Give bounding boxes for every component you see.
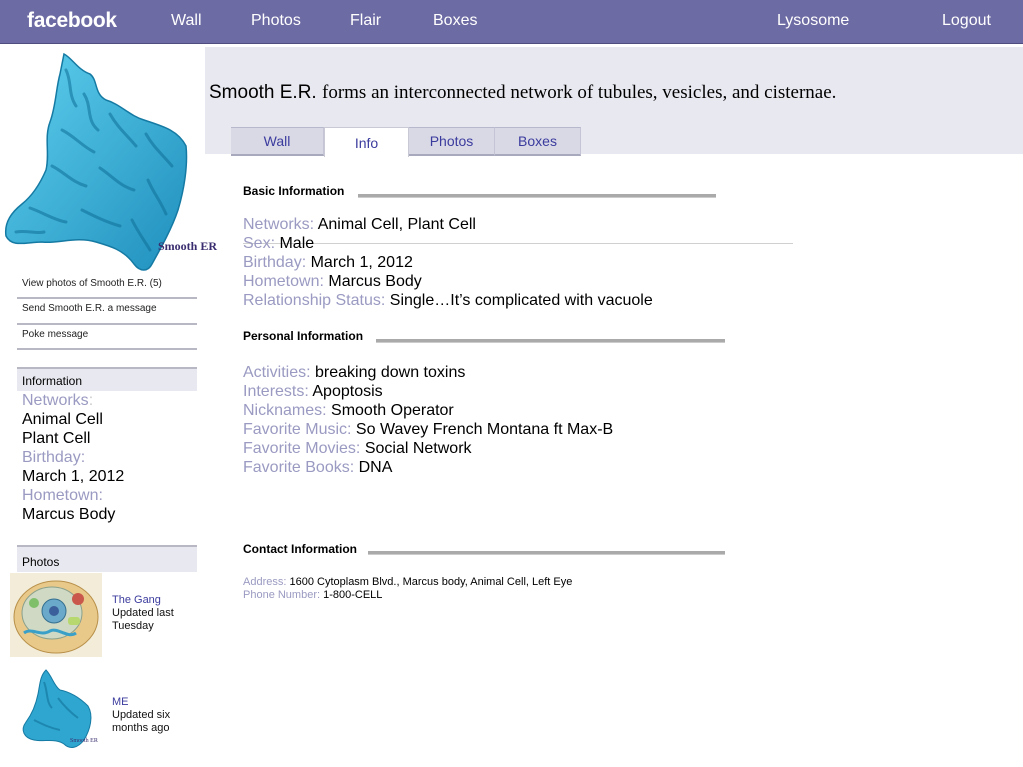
field-favorite-movies: Favorite Movies: Social Network — [243, 440, 472, 457]
album-title-me[interactable]: ME — [112, 696, 129, 708]
divider — [17, 348, 197, 350]
field-birthday: Birthday: March 1, 2012 — [243, 254, 413, 271]
divider — [17, 297, 197, 299]
album-title-the-gang[interactable]: The Gang — [112, 594, 161, 606]
tab-info[interactable]: Info — [324, 127, 409, 157]
nav-boxes[interactable]: Boxes — [433, 12, 478, 29]
personal-info-heading: Personal Information — [243, 329, 364, 343]
field-interests: Interests: Apoptosis — [243, 383, 383, 400]
top-navigation-bar — [0, 0, 1023, 44]
field-phone-number: Phone Number: 1-800-CELL — [243, 589, 383, 601]
album-thumbnail-the-gang[interactable] — [10, 573, 102, 657]
side-hometown-value: Marcus Body — [22, 506, 116, 523]
profile-title — [209, 82, 836, 104]
nav-flair[interactable]: Flair — [350, 12, 382, 29]
divider — [243, 243, 793, 244]
view-photos-link[interactable]: View photos of Smooth E.R. (5) — [22, 278, 162, 289]
profile-picture[interactable] — [2, 50, 218, 275]
picture-caption: Smooth ER — [158, 239, 218, 253]
divider — [17, 323, 197, 325]
side-networks-label: Networks: — [22, 392, 94, 409]
field-favorite-music: Favorite Music: So Wavey French Montana ft Max-B — [243, 421, 614, 438]
field-hometown: Hometown: Marcus Body — [243, 273, 422, 290]
tab-wall[interactable]: Wall — [231, 127, 324, 156]
section-divider — [358, 194, 716, 198]
field-relationship-status: Relationship Status: Single…It’s complicated with vacuole — [243, 292, 653, 309]
field-activities: Activities: breaking down toxins — [243, 364, 466, 381]
side-network-animal-cell[interactable]: Animal Cell — [22, 411, 103, 428]
side-birthday-value: March 1, 2012 — [22, 468, 125, 485]
side-birthday-label: Birthday: — [22, 449, 86, 466]
field-sex: Sex: Male — [243, 235, 315, 252]
thumbnail-caption: Smooth ER — [70, 738, 98, 744]
profile-status: forms an interconnected network of tubules, vesicles, and cisternae. — [322, 82, 837, 103]
field-nicknames: Nicknames: Smooth Operator — [243, 402, 454, 419]
nav-photos[interactable]: Photos — [251, 12, 301, 29]
send-message-link[interactable]: Send Smooth E.R. a message — [22, 303, 157, 314]
information-box-heading: Information — [17, 367, 197, 391]
facebook-logo[interactable]: facebook — [27, 9, 117, 32]
tab-photos[interactable]: Photos — [409, 127, 495, 156]
contact-info-heading: Contact Information — [243, 542, 357, 556]
side-network-plant-cell[interactable]: Plant Cell — [22, 430, 91, 447]
profile-tabs — [231, 127, 581, 156]
basic-info-heading: Basic Information — [243, 184, 345, 198]
album-updated-me: Updated six months ago — [112, 709, 171, 734]
nav-user-profile[interactable]: Lysosome — [777, 12, 850, 29]
field-networks: Networks: Animal Cell, Plant Cell — [243, 216, 476, 233]
field-favorite-books: Favorite Books: DNA — [243, 459, 393, 476]
photos-box-heading: Photos — [17, 545, 197, 572]
album-updated-the-gang: Updated last Tuesday — [112, 607, 174, 632]
album-thumbnail-me[interactable] — [18, 668, 98, 752]
tab-boxes[interactable]: Boxes — [495, 127, 581, 156]
profile-name: Smooth E.R. — [209, 82, 317, 103]
side-hometown-label: Hometown: — [22, 487, 103, 504]
section-divider — [376, 339, 725, 343]
section-divider — [368, 551, 725, 555]
field-address: Address: 1600 Cytoplasm Blvd., Marcus body, Animal Cell, Left Eye — [243, 576, 573, 588]
poke-link[interactable]: Poke message — [22, 329, 89, 340]
logout-link[interactable]: Logout — [942, 12, 991, 29]
nav-wall[interactable]: Wall — [171, 12, 202, 29]
